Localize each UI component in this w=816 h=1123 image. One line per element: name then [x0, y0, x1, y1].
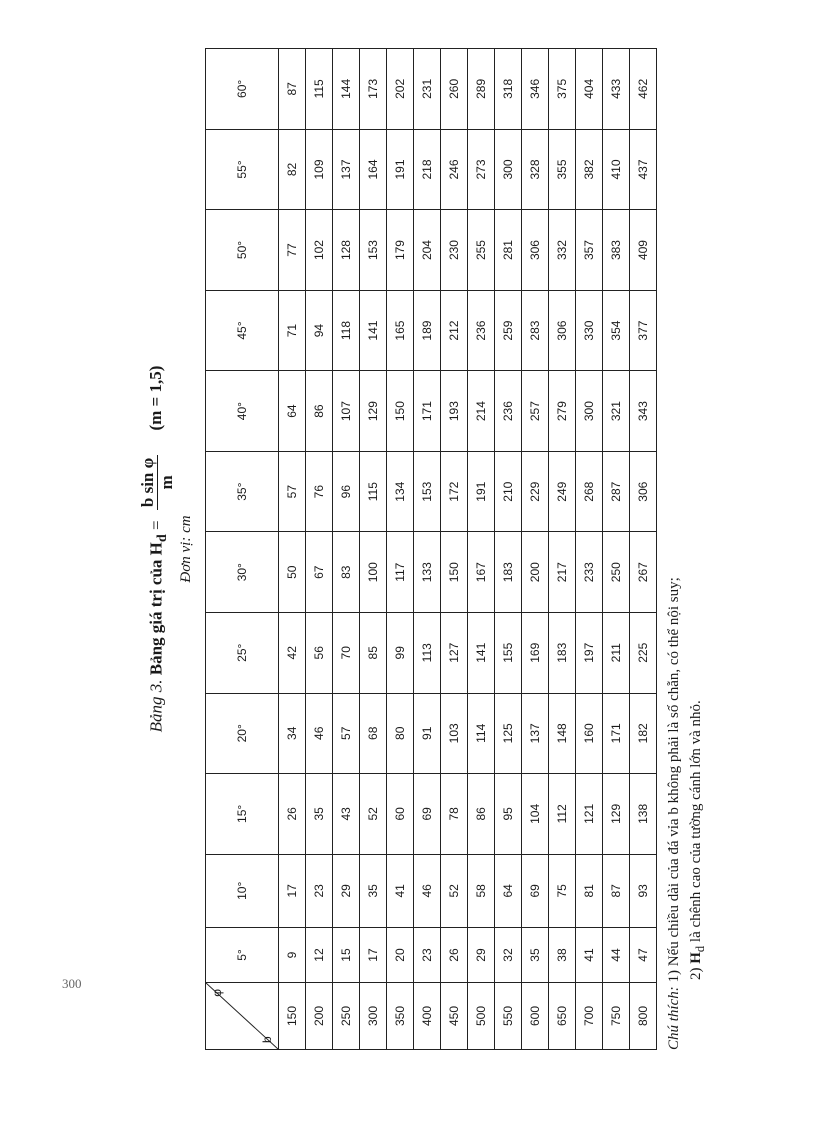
- rotated-content: [133, 48, 723, 1050]
- row-header-b: 150: [279, 983, 306, 1050]
- table-row: [360, 49, 387, 1050]
- table-cell: 99: [387, 612, 414, 693]
- table-cell: 78: [441, 774, 468, 855]
- table-title-text: Bảng giá trị của H: [146, 542, 166, 676]
- column-header: 15°: [206, 774, 279, 855]
- table-cell: 46: [414, 854, 441, 927]
- table-cell: 167: [468, 532, 495, 613]
- table-cell: 71: [279, 290, 306, 371]
- table-cell: 127: [441, 612, 468, 693]
- table-cell: 23: [306, 854, 333, 927]
- column-header: 55°: [206, 129, 279, 210]
- table-cell: 87: [279, 49, 306, 130]
- table-cell: 86: [306, 371, 333, 452]
- table-cell: 183: [495, 532, 522, 613]
- table-cell: 56: [306, 612, 333, 693]
- table-cell: 172: [441, 451, 468, 532]
- table-cell: 289: [468, 49, 495, 130]
- table-cell: 86: [468, 774, 495, 855]
- table-cell: 29: [468, 928, 495, 983]
- table-cell: 191: [468, 451, 495, 532]
- formula-numerator: b sin φ: [139, 455, 158, 510]
- table-cell: 9: [279, 928, 306, 983]
- table-cell: 44: [603, 928, 630, 983]
- table-cell: 218: [414, 129, 441, 210]
- table-cell: 260: [441, 49, 468, 130]
- table-row: [441, 49, 468, 1050]
- table-cell: 15: [333, 928, 360, 983]
- value-table: [205, 48, 657, 1050]
- table-cell: 268: [576, 451, 603, 532]
- row-header-b: 300: [360, 983, 387, 1050]
- table-row: [387, 49, 414, 1050]
- table-cell: 300: [495, 129, 522, 210]
- table-cell: 76: [306, 451, 333, 532]
- table-cell: 321: [603, 371, 630, 452]
- note-label: Chú thích:: [666, 986, 682, 1050]
- table-cell: 171: [414, 371, 441, 452]
- table-cell: 82: [279, 129, 306, 210]
- table-cell: 137: [333, 129, 360, 210]
- table-cell: 107: [333, 371, 360, 452]
- table-cell: 233: [576, 532, 603, 613]
- table-cell: 231: [414, 49, 441, 130]
- column-header: 5°: [206, 928, 279, 983]
- header-row: [206, 49, 279, 1050]
- table-cell: 225: [630, 612, 657, 693]
- table-cell: 144: [333, 49, 360, 130]
- table-cell: 343: [630, 371, 657, 452]
- note-text-2: là chênh cao của tường cánh lớn và nhỏ.: [688, 700, 704, 946]
- corner-phi-label: φ: [210, 989, 224, 997]
- table-cell: 306: [630, 451, 657, 532]
- table-row: [279, 49, 306, 1050]
- table-cell: 375: [549, 49, 576, 130]
- table-cell: 171: [603, 693, 630, 774]
- table-cell: 202: [387, 49, 414, 130]
- note-text-1: 1) Nếu chiều dài của đá vỉa b không phải là số chẵn, có thể nội suy;: [666, 577, 682, 983]
- table-cell: 114: [468, 693, 495, 774]
- table-title: [139, 48, 176, 1050]
- table-cell: 69: [522, 854, 549, 927]
- table-cell: 193: [441, 371, 468, 452]
- table-cell: 354: [603, 290, 630, 371]
- table-row: [576, 49, 603, 1050]
- formula-condition: (m = 1,5): [146, 365, 166, 431]
- table-cell: 404: [576, 49, 603, 130]
- table-cell: 75: [549, 854, 576, 927]
- table-cell: 160: [576, 693, 603, 774]
- row-header-b: 650: [549, 983, 576, 1050]
- table-cell: 217: [549, 532, 576, 613]
- table-cell: 67: [306, 532, 333, 613]
- column-header: 25°: [206, 612, 279, 693]
- table-row: [603, 49, 630, 1050]
- row-header-b: 250: [333, 983, 360, 1050]
- table-cell: 35: [360, 854, 387, 927]
- table-row: [333, 49, 360, 1050]
- table-cell: 57: [279, 451, 306, 532]
- table-cell: 125: [495, 693, 522, 774]
- table-cell: 91: [414, 693, 441, 774]
- table-cell: 42: [279, 612, 306, 693]
- table-cell: 133: [414, 532, 441, 613]
- formula-denominator: m: [157, 475, 176, 490]
- table-cell: 346: [522, 49, 549, 130]
- table-cell: 46: [306, 693, 333, 774]
- table-cell: 332: [549, 210, 576, 291]
- table-row: [630, 49, 657, 1050]
- table-cell: 26: [441, 928, 468, 983]
- table-cell: 128: [333, 210, 360, 291]
- table-cell: 137: [522, 693, 549, 774]
- table-cell: 69: [414, 774, 441, 855]
- table-cell: 330: [576, 290, 603, 371]
- note-line-1: [663, 48, 685, 1050]
- table-cell: 462: [630, 49, 657, 130]
- table-cell: 129: [360, 371, 387, 452]
- table-cell: 155: [495, 612, 522, 693]
- table-cell: 357: [576, 210, 603, 291]
- table-cell: 153: [414, 451, 441, 532]
- corner-cell: [206, 983, 279, 1050]
- table-cell: 117: [387, 532, 414, 613]
- table-cell: 165: [387, 290, 414, 371]
- note-symbol: H: [688, 952, 704, 964]
- row-header-b: 500: [468, 983, 495, 1050]
- table-cell: 64: [279, 371, 306, 452]
- corner-b-label: b: [260, 1036, 274, 1043]
- table-cell: 115: [306, 49, 333, 130]
- table-row: [306, 49, 333, 1050]
- column-header: 60°: [206, 49, 279, 130]
- note-symbol-sub: d: [693, 945, 707, 953]
- table-cell: 179: [387, 210, 414, 291]
- table-cell: 102: [306, 210, 333, 291]
- table-cell: 34: [279, 693, 306, 774]
- table-cell: 134: [387, 451, 414, 532]
- row-header-b: 200: [306, 983, 333, 1050]
- table-cell: 281: [495, 210, 522, 291]
- table-cell: 229: [522, 451, 549, 532]
- table-cell: 246: [441, 129, 468, 210]
- table-cell: 109: [306, 129, 333, 210]
- table-cell: 300: [576, 371, 603, 452]
- table-cell: 382: [576, 129, 603, 210]
- notes: [663, 48, 711, 1050]
- column-header: 30°: [206, 532, 279, 613]
- table-cell: 129: [603, 774, 630, 855]
- table-cell: 279: [549, 371, 576, 452]
- table-cell: 80: [387, 693, 414, 774]
- column-header: 40°: [206, 371, 279, 452]
- column-header: 10°: [206, 854, 279, 927]
- table-cell: 306: [549, 290, 576, 371]
- table-cell: 250: [603, 532, 630, 613]
- table-row: [549, 49, 576, 1050]
- table-cell: 236: [468, 290, 495, 371]
- table-cell: 259: [495, 290, 522, 371]
- table-cell: 230: [441, 210, 468, 291]
- table-cell: 150: [441, 532, 468, 613]
- column-header: 20°: [206, 693, 279, 774]
- table-cell: 64: [495, 854, 522, 927]
- table-cell: 273: [468, 129, 495, 210]
- table-cell: 103: [441, 693, 468, 774]
- table-cell: 153: [360, 210, 387, 291]
- table-cell: 87: [603, 854, 630, 927]
- table-cell: 32: [495, 928, 522, 983]
- table-body: [279, 49, 657, 1050]
- row-header-b: 450: [441, 983, 468, 1050]
- title-subscript: d: [153, 534, 170, 543]
- table-cell: 383: [603, 210, 630, 291]
- table-cell: 57: [333, 693, 360, 774]
- table-cell: 204: [414, 210, 441, 291]
- row-header-b: 550: [495, 983, 522, 1050]
- table-cell: 50: [279, 532, 306, 613]
- table-cell: 409: [630, 210, 657, 291]
- table-cell: 212: [441, 290, 468, 371]
- table-cell: 26: [279, 774, 306, 855]
- table-cell: 189: [414, 290, 441, 371]
- table-cell: 12: [306, 928, 333, 983]
- title-block: [133, 48, 203, 1050]
- table-cell: 410: [603, 129, 630, 210]
- column-header: 45°: [206, 290, 279, 371]
- title-equals: =: [146, 516, 166, 535]
- table-cell: 141: [468, 612, 495, 693]
- table-cell: 52: [441, 854, 468, 927]
- table-cell: 118: [333, 290, 360, 371]
- table-cell: 164: [360, 129, 387, 210]
- table-cell: 95: [495, 774, 522, 855]
- table-cell: 306: [522, 210, 549, 291]
- table-row: [468, 49, 495, 1050]
- column-header: 50°: [206, 210, 279, 291]
- table-cell: 47: [630, 928, 657, 983]
- table-cell: 52: [360, 774, 387, 855]
- table-cell: 211: [603, 612, 630, 693]
- table-cell: 182: [630, 693, 657, 774]
- table-cell: 148: [549, 693, 576, 774]
- table-cell: 355: [549, 129, 576, 210]
- unit-label: Đơn vị: cm: [178, 515, 194, 583]
- table-label: Bảng 3.: [146, 679, 166, 733]
- table-cell: 35: [306, 774, 333, 855]
- table-cell: 58: [468, 854, 495, 927]
- table-cell: 20: [387, 928, 414, 983]
- table-cell: 77: [279, 210, 306, 291]
- table-row: [522, 49, 549, 1050]
- row-header-b: 700: [576, 983, 603, 1050]
- table-cell: 214: [468, 371, 495, 452]
- column-header: 35°: [206, 451, 279, 532]
- table-cell: 100: [360, 532, 387, 613]
- table-cell: 318: [495, 49, 522, 130]
- table-cell: 200: [522, 532, 549, 613]
- page-number: 300: [62, 976, 82, 991]
- note-prefix-2: 2): [688, 963, 704, 980]
- table-cell: 94: [306, 290, 333, 371]
- table-cell: 112: [549, 774, 576, 855]
- table-cell: 29: [333, 854, 360, 927]
- table-cell: 138: [630, 774, 657, 855]
- table-row: [495, 49, 522, 1050]
- table-cell: 210: [495, 451, 522, 532]
- table-cell: 113: [414, 612, 441, 693]
- table-cell: 41: [387, 854, 414, 927]
- table-cell: 104: [522, 774, 549, 855]
- table-row: [414, 49, 441, 1050]
- table-cell: 35: [522, 928, 549, 983]
- table-cell: 169: [522, 612, 549, 693]
- table-cell: 173: [360, 49, 387, 130]
- table-cell: 38: [549, 928, 576, 983]
- table-cell: 377: [630, 290, 657, 371]
- table-cell: 150: [387, 371, 414, 452]
- table-cell: 283: [522, 290, 549, 371]
- row-header-b: 800: [630, 983, 657, 1050]
- table-cell: 141: [360, 290, 387, 371]
- table-cell: 255: [468, 210, 495, 291]
- table-cell: 41: [576, 928, 603, 983]
- table-cell: 249: [549, 451, 576, 532]
- table-cell: 68: [360, 693, 387, 774]
- table-cell: 17: [279, 854, 306, 927]
- note-line-2: [685, 48, 711, 1050]
- table-cell: 267: [630, 532, 657, 613]
- table-cell: 183: [549, 612, 576, 693]
- table-cell: 115: [360, 451, 387, 532]
- table-cell: 257: [522, 371, 549, 452]
- table-cell: 85: [360, 612, 387, 693]
- table-cell: 23: [414, 928, 441, 983]
- table-cell: 60: [387, 774, 414, 855]
- table-cell: 121: [576, 774, 603, 855]
- table-cell: 328: [522, 129, 549, 210]
- table-cell: 433: [603, 49, 630, 130]
- table-cell: 437: [630, 129, 657, 210]
- table-cell: 43: [333, 774, 360, 855]
- table-cell: 236: [495, 371, 522, 452]
- table-cell: 191: [387, 129, 414, 210]
- row-header-b: 600: [522, 983, 549, 1050]
- row-header-b: 400: [414, 983, 441, 1050]
- row-header-b: 350: [387, 983, 414, 1050]
- table-cell: 70: [333, 612, 360, 693]
- table-cell: 96: [333, 451, 360, 532]
- table-cell: 287: [603, 451, 630, 532]
- row-header-b: 750: [603, 983, 630, 1050]
- table-cell: 81: [576, 854, 603, 927]
- table-cell: 17: [360, 928, 387, 983]
- table-cell: 197: [576, 612, 603, 693]
- table-cell: 83: [333, 532, 360, 613]
- table-cell: 93: [630, 854, 657, 927]
- formula-fraction: [139, 455, 176, 510]
